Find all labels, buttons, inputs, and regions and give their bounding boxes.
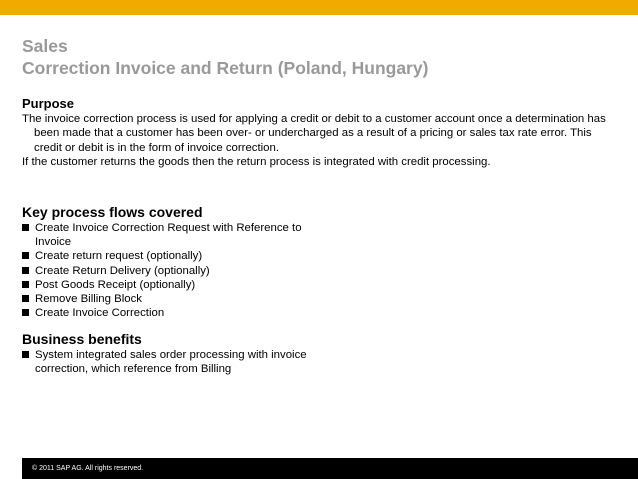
slide-subtitle: Correction Invoice and Return (Poland, Hungary) <box>22 58 429 78</box>
square-bullet-icon <box>22 351 29 358</box>
top-accent-bar <box>0 0 638 15</box>
business-benefits-heading: Business benefits <box>22 331 142 347</box>
purpose-text <box>22 112 618 170</box>
purpose-paragraph-1: The invoice correction process is used for applying a credit or debit to a customer account once a determination has been made that a customer has been over- or undercharged as a result of a pricing or sales tax rate error. This credit or debit is in the form of invoice correction. <box>22 113 606 154</box>
list-item: Create Invoice Correction Request with Reference to Invoice <box>22 221 332 249</box>
square-bullet-icon <box>22 295 29 302</box>
list-item: Post Goods Receipt (optionally) <box>22 278 332 292</box>
list-item: System integrated sales order processing with invoice correction, which reference from Billing <box>22 348 332 376</box>
footer-bar <box>22 458 638 479</box>
square-bullet-icon <box>22 267 29 274</box>
square-bullet-icon <box>22 281 29 288</box>
copyright-text: © 2011 SAP AG. All rights reserved. <box>32 465 144 472</box>
purpose-heading: Purpose <box>22 96 75 111</box>
purpose-paragraph-2: If the customer returns the goods then the return process is integrated with credit processing. <box>22 156 491 169</box>
square-bullet-icon <box>22 224 29 231</box>
list-item: Create Return Delivery (optionally) <box>22 264 332 278</box>
list-item: Create return request (optionally) <box>22 249 332 263</box>
business-benefits-list <box>22 348 332 376</box>
key-process-flows-heading: Key process flows covered <box>22 204 203 220</box>
key-process-flows-list <box>22 221 332 320</box>
square-bullet-icon <box>22 252 29 259</box>
list-item: Create Invoice Correction <box>22 306 332 320</box>
slide-title: Sales <box>22 36 68 56</box>
square-bullet-icon <box>22 309 29 316</box>
list-item: Remove Billing Block <box>22 292 332 306</box>
